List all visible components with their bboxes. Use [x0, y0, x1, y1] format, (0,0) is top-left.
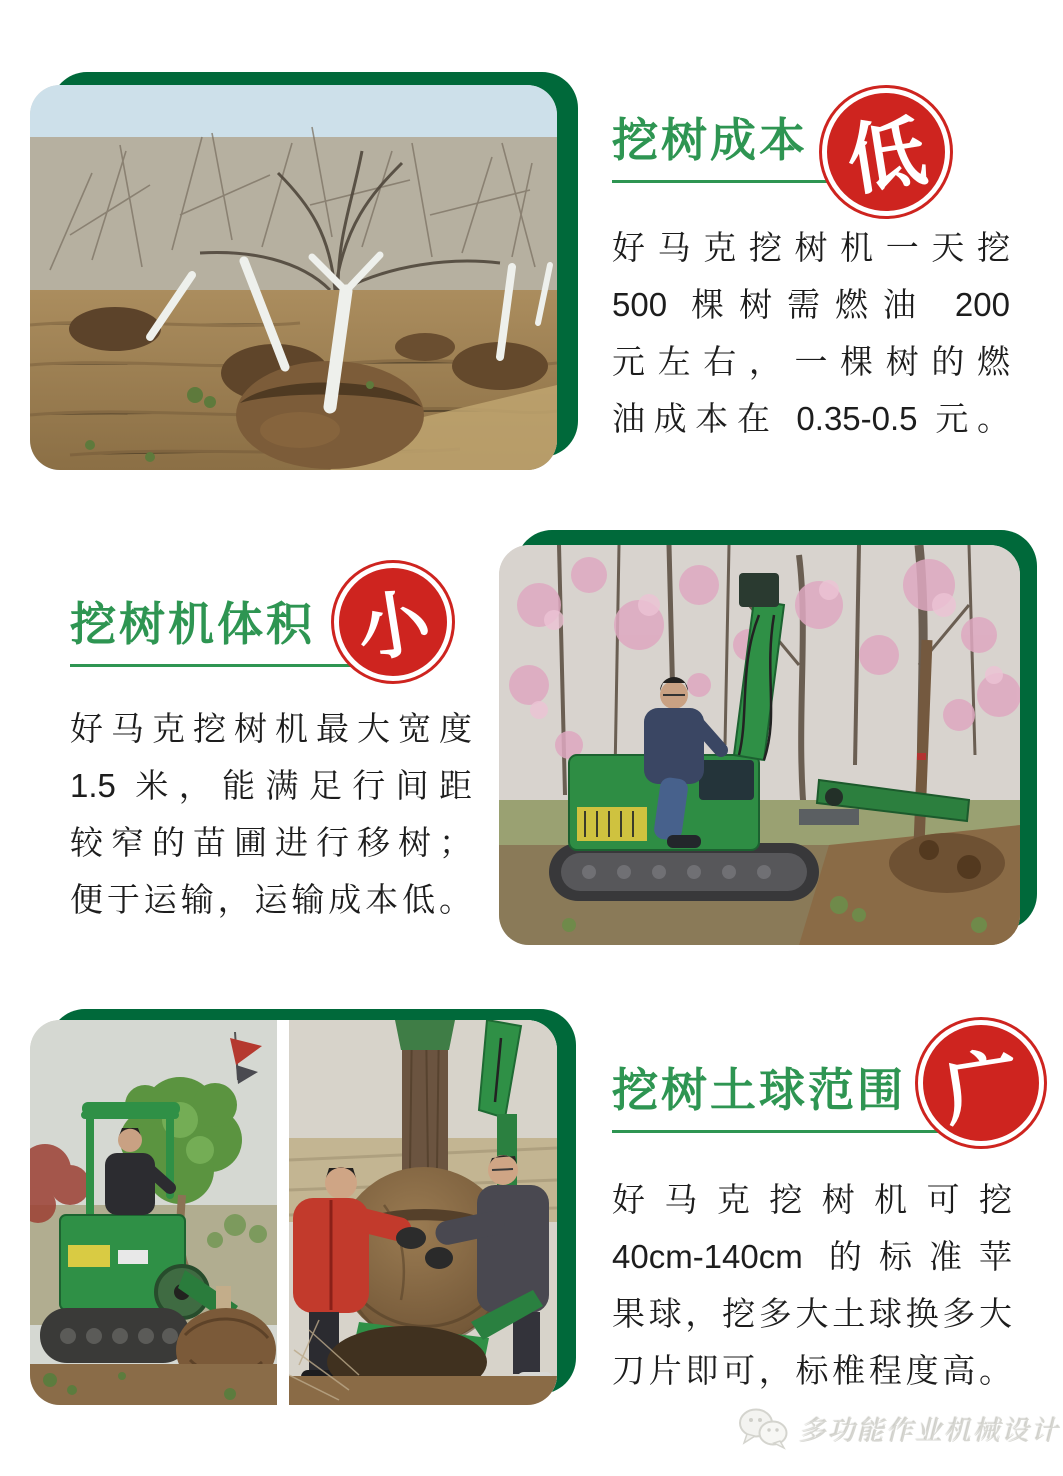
badge-wide: 广	[918, 1020, 1044, 1146]
tree-trunk	[395, 1020, 455, 1175]
body-line: 油成本在 0.35-0.5 元。	[612, 400, 1010, 437]
rootball-photo	[289, 1020, 557, 1405]
badge-small: 小	[334, 563, 452, 681]
section-cost-heading: 挖树成本	[612, 114, 808, 166]
body-line: 40cm-140cm 的标准苹	[612, 1238, 1012, 1275]
section-cost-body	[612, 219, 1010, 447]
dual-photo	[30, 1020, 557, 1405]
body-line: 果球，挖多大土球换多大	[612, 1295, 1012, 1332]
body-line: 便于运输，运输成本低。	[70, 881, 472, 918]
dual-photo-block	[30, 1020, 557, 1405]
heading-underline	[612, 1130, 944, 1133]
section-size-heading: 挖树机体积	[70, 598, 315, 650]
machine-photo-block	[499, 545, 1020, 945]
body-line: 500 棵树需燃油 200	[612, 286, 1010, 323]
wechat-logo-icon	[736, 1406, 792, 1450]
orchard-photo-illustration	[30, 85, 557, 470]
body-line: 较窄的苗圃进行移树；	[70, 824, 472, 861]
rootball-photo-illustration	[289, 1020, 557, 1405]
body-line: 元左右，一棵树的燃	[612, 343, 1010, 380]
section-range-heading: 挖树土球范围	[612, 1064, 906, 1116]
body-line: 好马克挖树机最大宽度	[70, 710, 472, 747]
body-line: 刀片即可，标椎程度高。	[612, 1352, 1012, 1389]
section-range-body	[612, 1171, 1012, 1399]
section-cost	[612, 106, 1010, 447]
section-size-body	[70, 700, 472, 928]
orchard-photo-block	[30, 85, 557, 470]
heading-underline	[70, 664, 400, 667]
body-line: 好马克挖树机一天挖	[612, 229, 1010, 266]
watermark-text: 多功能作业机械设计	[799, 1415, 1060, 1446]
body-line: 好马克挖树机可挖	[612, 1181, 1012, 1218]
section-range	[612, 1040, 1026, 1399]
machine-photo-illustration	[499, 545, 1020, 945]
watermark	[736, 1404, 1060, 1452]
section-size	[70, 581, 472, 928]
badge-low: 低	[822, 88, 950, 216]
machine-in-orchard-photo	[499, 545, 1020, 945]
orchard-photo	[30, 85, 557, 470]
body-line: 1.5 米，能满足行间距	[70, 767, 472, 804]
digging-photo-illustration	[30, 1020, 277, 1405]
digging-tree-photo	[30, 1020, 277, 1405]
